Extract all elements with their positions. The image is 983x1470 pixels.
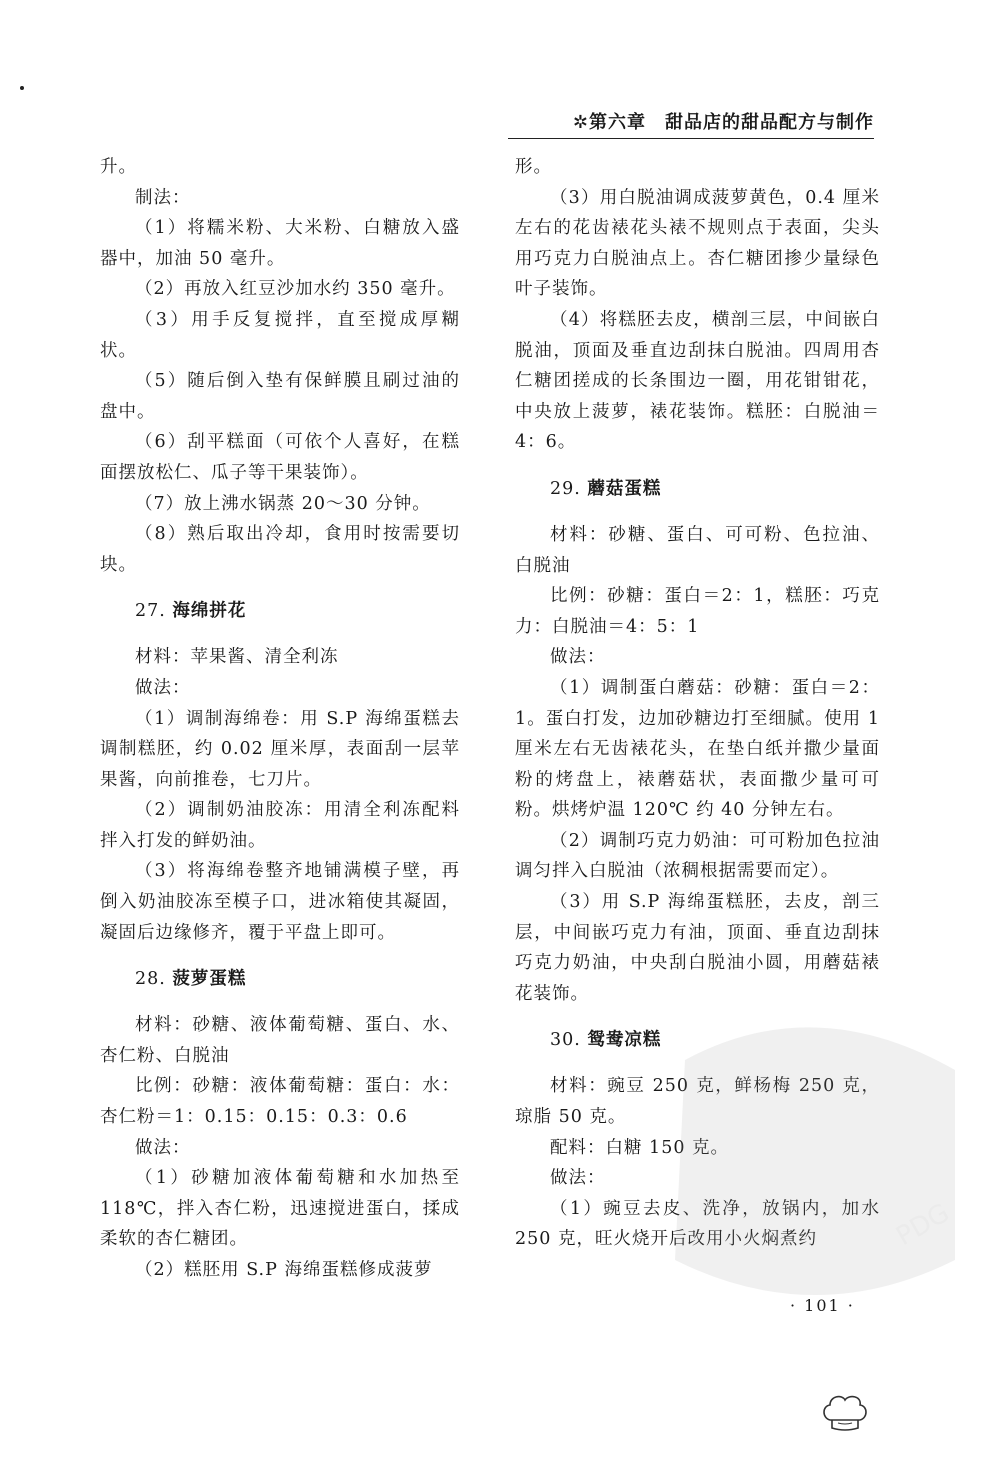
watermark-label: PDG — [891, 1198, 955, 1252]
paragraph: （2）调制奶油胶冻：用清全利冻配料拌入打发的鲜奶油。 — [100, 800, 460, 851]
paragraph: （3）用白脱油调成菠萝黄色，0.4 厘米左右的花齿裱花头裱不规则点于表面，尖头用巧克力白脱油点上。杏仁糖团掺少量绿色叶子装饰。 — [515, 187, 880, 300]
paragraph: 形。 — [515, 157, 552, 177]
paragraph: （2）再放入红豆沙加水约 350 毫升。 — [135, 279, 456, 300]
paragraph: 比例：砂糖：液体葡萄糖：蛋白：水：杏仁粉＝1：0.15：0.15：0.3：0.6 — [100, 1076, 460, 1128]
paragraph: 比例：砂糖：蛋白＝2：1，糕胚：巧克力：白脱油＝4：5：1 — [515, 586, 880, 637]
paragraph: （1）调制蛋白蘑菇：砂糖：蛋白＝2：1。蛋白打发，边加砂糖边打至细腻。使用 1 厘米左右无齿裱花头，在垫白纸并撒少量面粉的烤盘上，裱蘑菇状，表面撒少量可可粉。烘烤炉温 120℃ 约 40 分钟左右。 — [515, 677, 880, 821]
paragraph: 配料：白糖 150 克。 — [550, 1137, 730, 1158]
page-number: · 101 · — [790, 1296, 855, 1315]
recipe-number: 28. — [135, 969, 173, 990]
recipe-title: 鸳鸯凉糕 — [587, 1030, 662, 1051]
recipe-heading — [100, 596, 460, 626]
paragraph: （8）熟后取出冷却，食用时按需要切块。 — [100, 524, 460, 575]
margin-dot — [20, 86, 24, 90]
paragraph: 材料：苹果酱、清全利冻 — [135, 647, 339, 668]
paragraph: （6）刮平糕面（可依个人喜好，在糕面摆放松仁、瓜子等干果装饰）。 — [100, 432, 460, 483]
left-text-column — [100, 152, 460, 1286]
paragraph: （2）糕胚用 S.P 海绵蛋糕修成菠萝 — [135, 1260, 433, 1280]
recipe-heading — [100, 964, 460, 994]
paragraph: 材料：砂糖、液体葡萄糖、蛋白、水、杏仁粉、白脱油 — [100, 1015, 460, 1066]
paragraph: （5）随后倒入垫有保鲜膜且刷过油的盘中。 — [100, 371, 460, 422]
paragraph: （7）放上沸水锅蒸 20～30 分钟。 — [135, 493, 431, 514]
paragraph: 制法： — [135, 187, 191, 208]
recipe-heading — [515, 474, 880, 504]
paragraph: 材料：砂糖、蛋白、可可粉、色拉油、白脱油 — [515, 524, 880, 576]
header-rule — [508, 138, 874, 139]
paragraph: （3）用 S.P 海绵蛋糕胚，去皮，剖三层，中间嵌巧克力有油，顶面、垂直边刮抹巧克力奶油，中央刮白脱油小圆，用蘑菇裱花装饰。 — [515, 892, 880, 1004]
paragraph: （1）砂糖加液体葡萄糖和水加热至 118℃，拌入杏仁粉，迅速搅进蛋白，揉成柔软的杏仁糖团。 — [100, 1168, 460, 1250]
paragraph: 升。 — [100, 157, 137, 177]
paragraph: （3）用手反复搅拌，直至搅成厚糊状。 — [100, 309, 460, 361]
recipe-title: 海绵拼花 — [172, 601, 247, 622]
paragraph: （1）将糯米粉、大米粉、白糖放入盛器中，加油 50 毫升。 — [100, 218, 460, 269]
paragraph: 做法： — [135, 1137, 191, 1158]
chapter-header: ✲第六章 甜品店的甜品配方与制作 — [572, 112, 874, 133]
paragraph: （3）将海绵卷整齐地铺满模子壁，再倒入奶油胶冻至模子口，进冰箱使其凝固，凝固后边缘修齐，覆于平盘上即可。 — [100, 861, 460, 943]
recipe-number: 27. — [135, 601, 173, 622]
recipe-title: 蘑菇蛋糕 — [587, 478, 662, 499]
paragraph: 材料：豌豆 250 克，鲜杨梅 250 克，琼脂 50 克。 — [515, 1076, 880, 1128]
paragraph: （1）调制海绵卷：用 S.P 海绵蛋糕去调制糕胚，约 0.02 厘米厚，表面刮一层苹果酱，向前推卷，七刀片。 — [100, 708, 460, 790]
paragraph: 做法： — [550, 1168, 606, 1189]
chef-hat-icon — [820, 1390, 870, 1434]
recipe-title: 菠萝蛋糕 — [172, 969, 247, 990]
paragraph: （4）将糕胚去皮，横剖三层，中间嵌白脱油，顶面及垂直边刮抹白脱油。四周用杏仁糖团搓成的长条围边一圈，用花钳钳花，中央放上菠萝，裱花装饰。糕胚：白脱油＝4：6。 — [515, 309, 880, 453]
recipe-heading — [515, 1025, 880, 1055]
paragraph: 做法： — [550, 647, 606, 668]
paragraph: 做法： — [135, 677, 191, 698]
recipe-number: 29. — [550, 478, 588, 499]
paragraph: （1）豌豆去皮、洗净，放锅内，加水 250 克，旺火烧开后改用小火焖煮约 — [515, 1198, 880, 1250]
recipe-number: 30. — [550, 1030, 588, 1051]
paragraph: （2）调制巧克力奶油：可可粉加色拉油调匀拌入白脱油（浓稠根据需要而定）。 — [515, 830, 880, 882]
right-text-column — [515, 152, 880, 1255]
